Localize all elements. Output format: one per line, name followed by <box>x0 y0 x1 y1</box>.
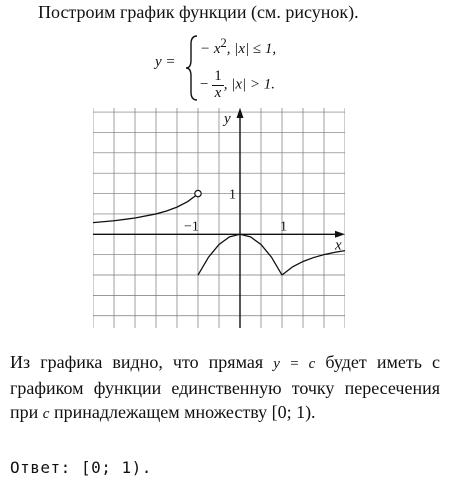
case1-prefix: − x <box>200 41 221 57</box>
formula-lhs: y = <box>155 54 176 70</box>
curve-segment-1 <box>93 196 196 223</box>
piecewise-formula <box>155 34 355 102</box>
tick-label: 1 <box>229 187 236 203</box>
para-part-3: принадлежащем множеству [0; 1). <box>53 402 316 422</box>
case2-numerator: 1 <box>214 68 222 84</box>
case1-condition: , |x| ≤ 1, <box>226 41 277 57</box>
variable-c: c <box>42 406 50 422</box>
case1-exponent: 2 <box>220 36 227 50</box>
formula-case-2 <box>200 69 275 102</box>
case2-condition: , |x| > 1. <box>223 76 275 93</box>
para-part-2: будет иметь с графиком функции единственную точку пересечения при <box>10 352 441 422</box>
line-equation: y = c <box>273 356 316 372</box>
case2-sign: − <box>200 76 209 93</box>
tick-label: −1 <box>184 219 199 235</box>
answer-line <box>10 458 152 477</box>
tick-label: 1 <box>280 219 287 235</box>
answer-label: Ответ: <box>10 458 71 477</box>
y-axis-label: y <box>224 111 231 127</box>
formula-case-1 <box>200 36 276 58</box>
conclusion-paragraph <box>10 350 440 426</box>
x-axis-label: x <box>335 237 342 254</box>
left-brace-icon <box>185 34 199 102</box>
case2-denominator: x <box>214 84 222 101</box>
intro-text: Построим график функции (см. рисунок). <box>38 2 359 22</box>
curve-segment-3 <box>282 251 345 275</box>
function-graph <box>93 108 345 328</box>
case2-fraction <box>212 69 224 102</box>
para-part-1: Из графика видно, что прямая <box>10 352 264 372</box>
y-axis-arrow-icon <box>237 108 244 118</box>
answer-value: [0; 1). <box>80 458 152 477</box>
open-point-marker <box>195 190 201 196</box>
